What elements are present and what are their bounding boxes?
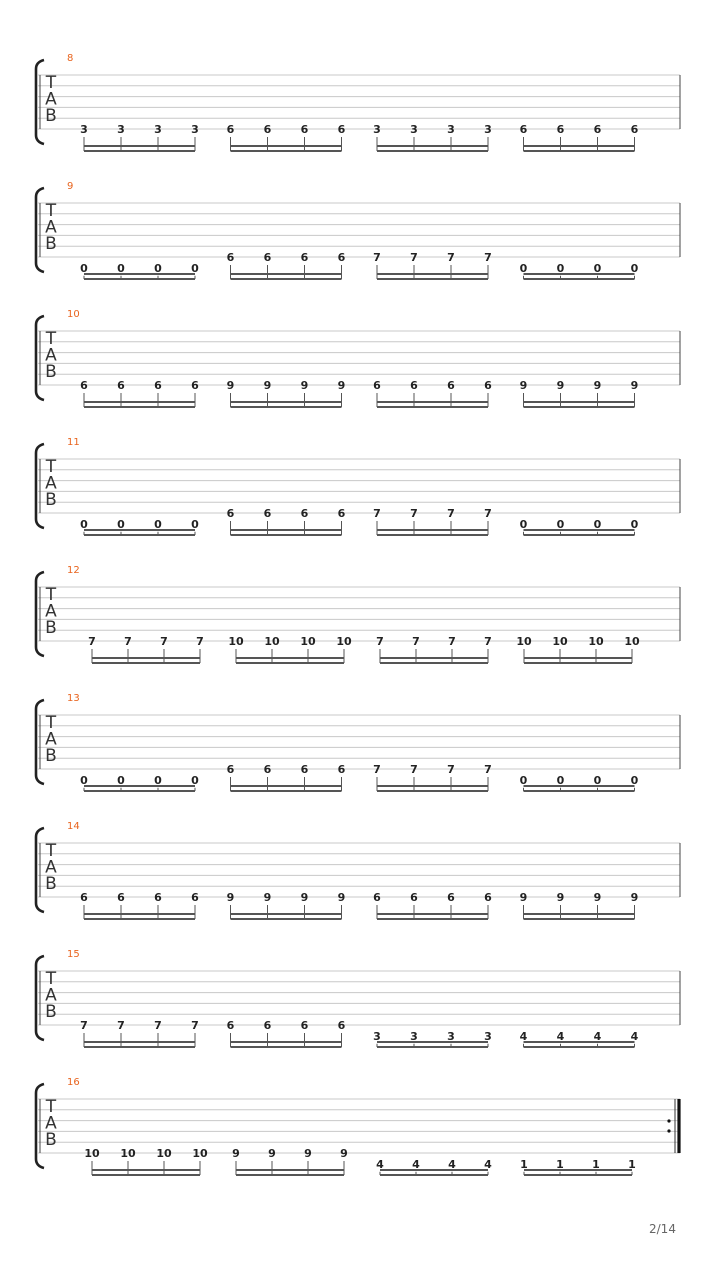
fret-number: 0 bbox=[593, 261, 602, 275]
tab-clef-letter: B bbox=[45, 234, 57, 254]
fret-number: 6 bbox=[484, 891, 492, 904]
measure-number: 14 bbox=[67, 821, 80, 832]
fret-number: 6 bbox=[154, 891, 162, 904]
fret-number: 6 bbox=[300, 251, 309, 264]
tab-clef-letter: A bbox=[45, 89, 57, 110]
fret-number: 9 bbox=[630, 379, 639, 392]
tab-clef-letter: B bbox=[45, 1002, 57, 1022]
fret-number: 0 bbox=[556, 517, 565, 531]
fret-number: 0 bbox=[556, 773, 565, 787]
fret-number: 6 bbox=[80, 891, 88, 904]
tab-clef-letter: A bbox=[45, 729, 57, 750]
fret-number: 7 bbox=[448, 635, 456, 648]
fret-number: 4 bbox=[376, 1157, 384, 1171]
fret-number: 6 bbox=[300, 123, 309, 136]
fret-number: 7 bbox=[154, 1019, 162, 1032]
fret-number: 6 bbox=[263, 1019, 272, 1032]
fret-number: 7 bbox=[484, 251, 492, 264]
fret-number: 9 bbox=[337, 891, 346, 904]
fret-number: 3 bbox=[484, 1029, 492, 1043]
fret-number: 0 bbox=[117, 517, 125, 531]
staff-system bbox=[36, 565, 680, 663]
fret-number: 6 bbox=[519, 123, 528, 136]
fret-number: 9 bbox=[337, 379, 346, 392]
fret-number: 3 bbox=[191, 123, 199, 136]
fret-number: 7 bbox=[410, 507, 418, 520]
fret-number: 10 bbox=[156, 1147, 172, 1160]
fret-number: 9 bbox=[263, 379, 272, 392]
staff-system bbox=[36, 693, 680, 791]
fret-number: 6 bbox=[263, 123, 272, 136]
fret-number: 6 bbox=[484, 379, 492, 392]
fret-number: 0 bbox=[117, 261, 125, 275]
fret-number: 6 bbox=[117, 379, 125, 392]
fret-number: 6 bbox=[226, 763, 235, 776]
fret-number: 7 bbox=[484, 635, 492, 648]
fret-number: 0 bbox=[154, 517, 162, 531]
fret-number: 3 bbox=[484, 123, 492, 136]
fret-number: 6 bbox=[373, 891, 381, 904]
staff-system bbox=[36, 949, 680, 1047]
fret-number: 0 bbox=[80, 773, 88, 787]
fret-number: 6 bbox=[630, 123, 639, 136]
fret-number: 4 bbox=[556, 1029, 565, 1043]
fret-number: 6 bbox=[191, 891, 199, 904]
fret-number: 7 bbox=[373, 507, 381, 520]
tab-clef-letter: A bbox=[45, 217, 57, 238]
tab-clef-letter: A bbox=[45, 1113, 57, 1134]
fret-number: 4 bbox=[448, 1157, 456, 1171]
tab-clef-letter: T bbox=[45, 713, 57, 733]
fret-number: 1 bbox=[628, 1157, 636, 1171]
tab-clef-letter: T bbox=[45, 969, 57, 989]
fret-number: 0 bbox=[630, 517, 639, 531]
fret-number: 7 bbox=[447, 251, 455, 264]
fret-number: 9 bbox=[519, 891, 528, 904]
fret-number: 7 bbox=[124, 635, 132, 648]
measure-number: 16 bbox=[67, 1077, 80, 1088]
staff-system bbox=[36, 181, 680, 279]
fret-number: 9 bbox=[519, 379, 528, 392]
fret-number: 6 bbox=[226, 507, 235, 520]
fret-number: 6 bbox=[337, 507, 346, 520]
page-number: 2/14 bbox=[649, 1222, 676, 1236]
tab-clef-letter: B bbox=[45, 1130, 57, 1150]
measure-number: 10 bbox=[67, 309, 80, 320]
fret-number: 3 bbox=[154, 123, 162, 136]
measure-number: 9 bbox=[67, 181, 74, 192]
fret-number: 1 bbox=[520, 1157, 528, 1171]
fret-number: 7 bbox=[88, 635, 96, 648]
fret-number: 1 bbox=[592, 1157, 600, 1171]
tab-clef-letter: T bbox=[45, 73, 57, 93]
fret-number: 3 bbox=[117, 123, 125, 136]
fret-number: 10 bbox=[84, 1147, 100, 1160]
fret-number: 7 bbox=[412, 635, 420, 648]
fret-number: 6 bbox=[593, 123, 602, 136]
fret-number: 0 bbox=[154, 773, 162, 787]
fret-number: 6 bbox=[410, 891, 418, 904]
fret-number: 10 bbox=[300, 635, 316, 648]
fret-number: 0 bbox=[191, 261, 199, 275]
fret-number: 6 bbox=[191, 379, 199, 392]
tab-clef-letter: B bbox=[45, 746, 57, 766]
fret-number: 9 bbox=[232, 1147, 240, 1160]
fret-number: 6 bbox=[300, 1019, 309, 1032]
fret-number: 6 bbox=[337, 1019, 346, 1032]
fret-number: 0 bbox=[191, 773, 199, 787]
fret-number: 7 bbox=[410, 251, 418, 264]
tab-clef-letter: B bbox=[45, 874, 57, 894]
staff-system bbox=[36, 1077, 680, 1175]
fret-number: 0 bbox=[593, 517, 602, 531]
measure-number: 13 bbox=[67, 693, 80, 704]
fret-number: 7 bbox=[160, 635, 168, 648]
tab-clef-letter: B bbox=[45, 106, 57, 126]
fret-number: 9 bbox=[268, 1147, 276, 1160]
fret-number: 10 bbox=[552, 635, 568, 648]
tab-clef-letter: T bbox=[45, 585, 57, 605]
tab-clef-letter: T bbox=[45, 201, 57, 221]
fret-number: 6 bbox=[263, 507, 272, 520]
tab-clef-letter: A bbox=[45, 601, 57, 622]
fret-number: 7 bbox=[484, 507, 492, 520]
fret-number: 6 bbox=[447, 379, 455, 392]
fret-number: 6 bbox=[300, 507, 309, 520]
fret-number: 6 bbox=[117, 891, 125, 904]
fret-number: 6 bbox=[337, 123, 346, 136]
fret-number: 6 bbox=[263, 763, 272, 776]
fret-number: 1 bbox=[556, 1157, 564, 1171]
tab-clef-letter: T bbox=[45, 457, 57, 477]
fret-number: 7 bbox=[191, 1019, 199, 1032]
fret-number: 3 bbox=[410, 123, 418, 136]
fret-number: 10 bbox=[516, 635, 532, 648]
fret-number: 3 bbox=[80, 123, 88, 136]
fret-number: 6 bbox=[300, 763, 309, 776]
fret-number: 6 bbox=[337, 251, 346, 264]
fret-number: 0 bbox=[593, 773, 602, 787]
staff-system bbox=[36, 821, 680, 919]
fret-number: 10 bbox=[624, 635, 640, 648]
staff-system bbox=[36, 437, 680, 535]
fret-number: 6 bbox=[154, 379, 162, 392]
fret-number: 0 bbox=[630, 773, 639, 787]
fret-number: 0 bbox=[556, 261, 565, 275]
fret-number: 0 bbox=[191, 517, 199, 531]
tab-clef-letter: B bbox=[45, 362, 57, 382]
measure-number: 12 bbox=[67, 565, 80, 576]
fret-number: 7 bbox=[373, 763, 381, 776]
fret-number: 9 bbox=[630, 891, 639, 904]
fret-number: 6 bbox=[556, 123, 565, 136]
fret-number: 4 bbox=[630, 1029, 639, 1043]
tab-clef-letter: A bbox=[45, 473, 57, 494]
measure-number: 11 bbox=[67, 437, 80, 448]
fret-number: 7 bbox=[484, 763, 492, 776]
fret-number: 4 bbox=[593, 1029, 602, 1043]
fret-number: 9 bbox=[593, 379, 602, 392]
repeat-dot bbox=[667, 1119, 670, 1122]
fret-number: 7 bbox=[373, 251, 381, 264]
fret-number: 9 bbox=[300, 891, 309, 904]
fret-number: 6 bbox=[80, 379, 88, 392]
fret-number: 10 bbox=[336, 635, 352, 648]
tab-clef-letter: T bbox=[45, 841, 57, 861]
fret-number: 0 bbox=[80, 261, 88, 275]
fret-number: 7 bbox=[376, 635, 384, 648]
fret-number: 4 bbox=[484, 1157, 492, 1171]
fret-number: 9 bbox=[226, 379, 235, 392]
fret-number: 10 bbox=[120, 1147, 136, 1160]
fret-number: 6 bbox=[263, 251, 272, 264]
fret-number: 6 bbox=[226, 123, 235, 136]
fret-number: 7 bbox=[117, 1019, 125, 1032]
fret-number: 3 bbox=[447, 1029, 455, 1043]
fret-number: 7 bbox=[410, 763, 418, 776]
fret-number: 9 bbox=[263, 891, 272, 904]
fret-number: 3 bbox=[373, 1029, 381, 1043]
fret-number: 9 bbox=[340, 1147, 348, 1160]
fret-number: 6 bbox=[337, 763, 346, 776]
fret-number: 6 bbox=[447, 891, 455, 904]
measure-number: 8 bbox=[67, 53, 74, 64]
fret-number: 7 bbox=[447, 763, 455, 776]
fret-number: 0 bbox=[519, 261, 528, 275]
tab-clef-letter: T bbox=[45, 1097, 57, 1117]
repeat-dot bbox=[667, 1129, 670, 1132]
tab-clef-letter: A bbox=[45, 857, 57, 878]
fret-number: 0 bbox=[154, 261, 162, 275]
fret-number: 9 bbox=[300, 379, 309, 392]
fret-number: 9 bbox=[556, 891, 565, 904]
fret-number: 6 bbox=[373, 379, 381, 392]
fret-number: 10 bbox=[228, 635, 244, 648]
fret-number: 6 bbox=[410, 379, 418, 392]
fret-number: 7 bbox=[80, 1019, 88, 1032]
measure-number: 15 bbox=[67, 949, 80, 960]
fret-number: 9 bbox=[593, 891, 602, 904]
tab-clef-letter: T bbox=[45, 329, 57, 349]
fret-number: 0 bbox=[117, 773, 125, 787]
fret-number: 10 bbox=[264, 635, 280, 648]
fret-number: 0 bbox=[630, 261, 639, 275]
tab-clef-letter: B bbox=[45, 490, 57, 510]
staff-system bbox=[36, 53, 680, 151]
tab-clef-letter: B bbox=[45, 618, 57, 638]
fret-number: 10 bbox=[588, 635, 604, 648]
tab-clef-letter: A bbox=[45, 345, 57, 366]
tab-clef-letter: A bbox=[45, 985, 57, 1006]
fret-number: 9 bbox=[226, 891, 235, 904]
fret-number: 6 bbox=[226, 1019, 235, 1032]
fret-number: 4 bbox=[519, 1029, 528, 1043]
fret-number: 0 bbox=[519, 517, 528, 531]
fret-number: 0 bbox=[519, 773, 528, 787]
fret-number: 7 bbox=[196, 635, 204, 648]
fret-number: 10 bbox=[192, 1147, 208, 1160]
fret-number: 7 bbox=[447, 507, 455, 520]
fret-number: 9 bbox=[556, 379, 565, 392]
staff-system bbox=[36, 309, 680, 407]
fret-number: 3 bbox=[410, 1029, 418, 1043]
fret-number: 9 bbox=[304, 1147, 312, 1160]
fret-number: 4 bbox=[412, 1157, 420, 1171]
fret-number: 0 bbox=[80, 517, 88, 531]
fret-number: 6 bbox=[226, 251, 235, 264]
fret-number: 3 bbox=[373, 123, 381, 136]
fret-number: 3 bbox=[447, 123, 455, 136]
